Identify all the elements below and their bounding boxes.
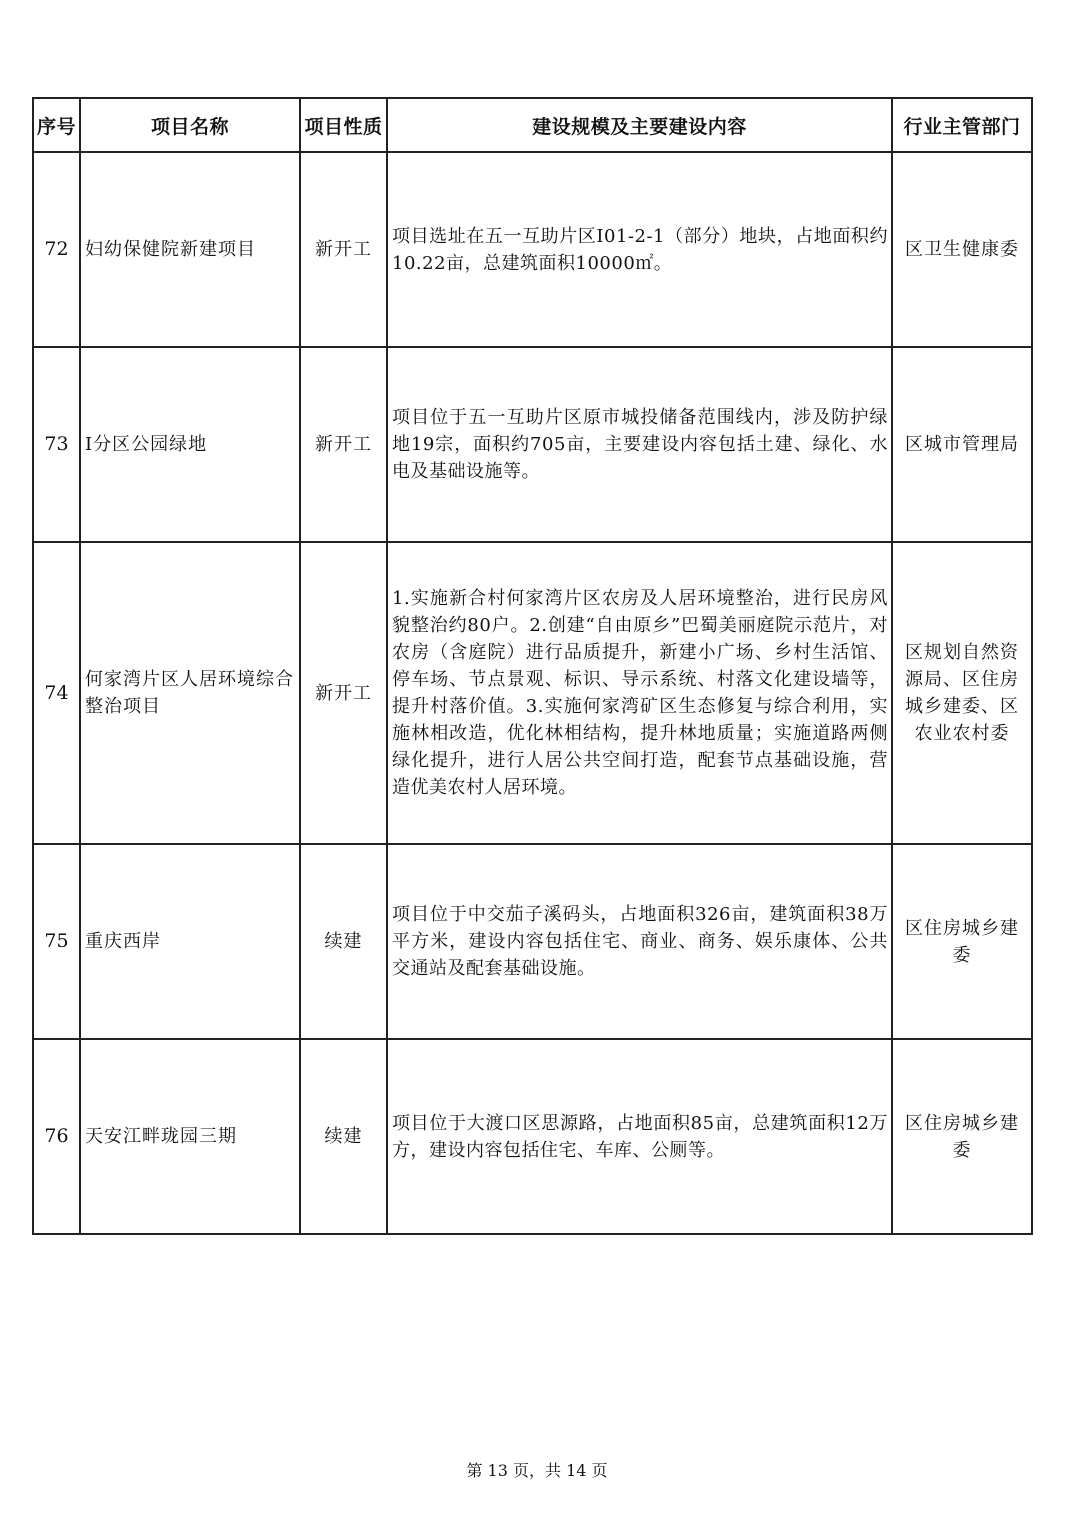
project-table (32, 97, 1033, 1235)
project-name: 重庆西岸 (80, 844, 300, 1039)
table-header-row (33, 98, 1032, 152)
row-index: 72 (33, 152, 80, 347)
table-row (33, 347, 1032, 542)
table-row (33, 844, 1032, 1039)
construction-content: 项目选址在五一互助片区I01-2-1（部分）地块，占地面积约10.22亩，总建筑面积10000㎡。 (387, 152, 892, 347)
construction-content: 项目位于中交茄子溪码头，占地面积326亩，建筑面积38万平方米，建设内容包括住宅、商业、商务、娱乐康体、公共交通站及配套基础设施。 (387, 844, 892, 1039)
project-nature: 新开工 (300, 542, 387, 844)
department: 区城市管理局 (892, 347, 1032, 542)
project-nature: 续建 (300, 844, 387, 1039)
header-department: 行业主管部门 (892, 98, 1032, 152)
table-row (33, 542, 1032, 844)
project-name: I分区公园绿地 (80, 347, 300, 542)
department: 区住房城乡建委 (892, 844, 1032, 1039)
department: 区规划自然资源局、区住房城乡建委、区农业农村委 (892, 542, 1032, 844)
department: 区卫生健康委 (892, 152, 1032, 347)
table-row (33, 152, 1032, 347)
page-number: 第 13 页，共 14 页 (466, 1461, 608, 1480)
project-nature: 续建 (300, 1039, 387, 1234)
department: 区住房城乡建委 (892, 1039, 1032, 1234)
row-index: 73 (33, 347, 80, 542)
project-nature: 新开工 (300, 152, 387, 347)
construction-content: 1.实施新合村何家湾片区农房及人居环境整治，进行民房风貌整治约80户。2.创建“自由原乡”巴蜀美丽庭院示范片，对农房（含庭院）进行品质提升，新建小广场、乡村生活馆、停车场、节点景观、标识、导示系统、村落文化建设墙等，提升村落价值。3.实施何家湾矿区生态修复与综合利用，实施林相改造，优化林相结构，提升林地质量；实施道路两侧绿化提升，进行人居公共空间打造，配套节点基础设施，营造优美农村人居环境。 (387, 542, 892, 844)
table-row (33, 1039, 1032, 1234)
project-name: 妇幼保健院新建项目 (80, 152, 300, 347)
project-name: 天安江畔珑园三期 (80, 1039, 300, 1234)
row-index: 76 (33, 1039, 80, 1234)
header-project-name: 项目名称 (80, 98, 300, 152)
header-index: 序号 (33, 98, 80, 152)
project-name: 何家湾片区人居环境综合整治项目 (80, 542, 300, 844)
row-index: 74 (33, 542, 80, 844)
construction-content: 项目位于大渡口区思源路，占地面积85亩，总建筑面积12万方，建设内容包括住宅、车库、公厕等。 (387, 1039, 892, 1234)
construction-content: 项目位于五一互助片区原市城投储备范围线内，涉及防护绿地19宗，面积约705亩，主要建设内容包括土建、绿化、水电及基础设施等。 (387, 347, 892, 542)
project-nature: 新开工 (300, 347, 387, 542)
header-construction-content: 建设规模及主要建设内容 (387, 98, 892, 152)
header-project-nature: 项目性质 (300, 98, 387, 152)
row-index: 75 (33, 844, 80, 1039)
